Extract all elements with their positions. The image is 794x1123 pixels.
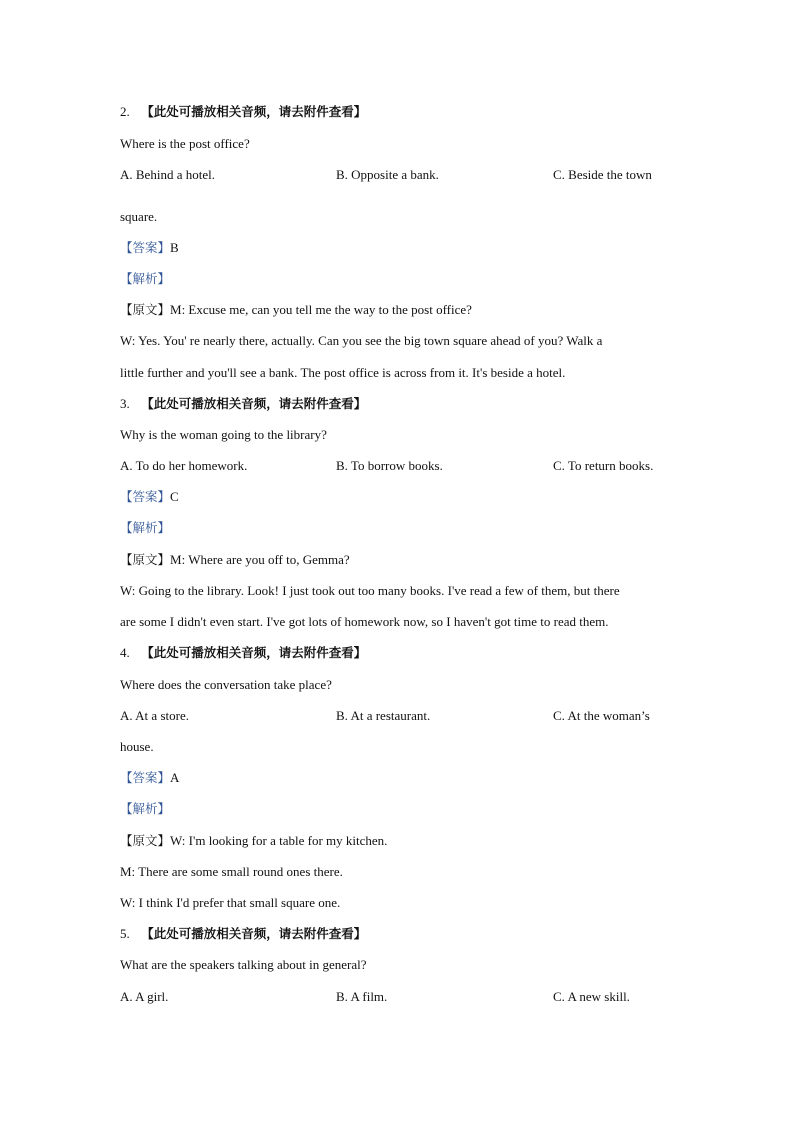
- answer-value: C: [170, 489, 179, 504]
- audio-note: 【此处可播放相关音频，请去附件查看】: [141, 396, 367, 411]
- question-3-analysis: [120, 520, 170, 536]
- question-4-option-c: C. At the woman’s: [553, 708, 650, 723]
- question-5-option-b: B. A film.: [336, 989, 388, 1004]
- question-4-transcript-2: M: There are some small round ones there.: [120, 864, 343, 879]
- question-2-option-c: C. Beside the town: [553, 167, 652, 182]
- question-2-option-b: B. Opposite a bank.: [336, 167, 439, 182]
- answer-tag: 【答案】: [120, 240, 171, 255]
- question-number: 2.: [120, 104, 130, 119]
- question-5-option-a: A. A girl.: [120, 989, 169, 1004]
- audio-note: 【此处可播放相关音频，请去附件查看】: [141, 926, 367, 941]
- question-2-transcript-2: W: Yes. You' re nearly there, actually. Can you see the big town square ahead of you? Walk a: [120, 333, 603, 348]
- question-5-text: What are the speakers talking about in general?: [120, 957, 367, 972]
- original-tag: 【原文】: [120, 302, 171, 317]
- question-2-option-a: A. Behind a hotel.: [120, 167, 215, 182]
- question-3-option-c: C. To return books.: [553, 458, 654, 473]
- question-number: 5.: [120, 926, 130, 941]
- question-5-option-c: C. A new skill.: [553, 989, 630, 1004]
- question-3-transcript-3: are some I didn't even start. I've got lots of homework now, so I haven't got time to read them.: [120, 614, 609, 629]
- question-4-analysis: [120, 801, 170, 817]
- question-3-option-a: A. To do her homework.: [120, 458, 248, 473]
- question-4-answer: [120, 770, 179, 786]
- question-2-transcript-1: [120, 302, 472, 318]
- answer-value: A: [170, 770, 180, 785]
- audio-note: 【此处可播放相关音频，请去附件查看】: [141, 104, 367, 119]
- question-4-header: [120, 645, 366, 661]
- question-number: 4.: [120, 645, 130, 660]
- transcript-line: M: Where are you off to, Gemma?: [170, 552, 350, 567]
- answer-tag: 【答案】: [120, 770, 171, 785]
- question-4-transcript-3: W: I think I'd prefer that small square one.: [120, 895, 341, 910]
- original-tag: 【原文】: [120, 552, 171, 567]
- question-3-answer: [120, 489, 179, 505]
- question-3-header: [120, 396, 366, 412]
- question-3-text: Why is the woman going to the library?: [120, 427, 327, 442]
- question-2-answer: [120, 240, 179, 256]
- analysis-tag: 【解析】: [120, 271, 171, 286]
- question-3-option-b: B. To borrow books.: [336, 458, 443, 473]
- question-number: 3.: [120, 396, 130, 411]
- question-4-option-overflow: house.: [120, 739, 154, 754]
- analysis-tag: 【解析】: [120, 520, 171, 535]
- question-4-option-b: B. At a restaurant.: [336, 708, 431, 723]
- question-2-option-overflow: square.: [120, 209, 158, 224]
- transcript-line: M: Excuse me, can you tell me the way to the post office?: [170, 302, 472, 317]
- question-2-analysis: [120, 271, 170, 287]
- answer-tag: 【答案】: [120, 489, 171, 504]
- question-4-text: Where does the conversation take place?: [120, 677, 332, 692]
- question-2-text: Where is the post office?: [120, 136, 250, 151]
- question-5-header: [120, 926, 366, 942]
- question-4-option-a: A. At a store.: [120, 708, 189, 723]
- question-3-transcript-2: W: Going to the library. Look! I just took out too many books. I've read a few of them, but there: [120, 583, 620, 598]
- question-3-transcript-1: [120, 552, 350, 568]
- analysis-tag: 【解析】: [120, 801, 171, 816]
- question-2-transcript-3: little further and you'll see a bank. The post office is across from it. It's beside a hotel.: [120, 365, 566, 380]
- answer-value: B: [170, 240, 179, 255]
- question-4-transcript-1: [120, 833, 387, 849]
- audio-note: 【此处可播放相关音频，请去附件查看】: [141, 645, 367, 660]
- question-2-header: [120, 104, 366, 120]
- original-tag: 【原文】: [120, 833, 171, 848]
- transcript-line: W: I'm looking for a table for my kitchen.: [170, 833, 388, 848]
